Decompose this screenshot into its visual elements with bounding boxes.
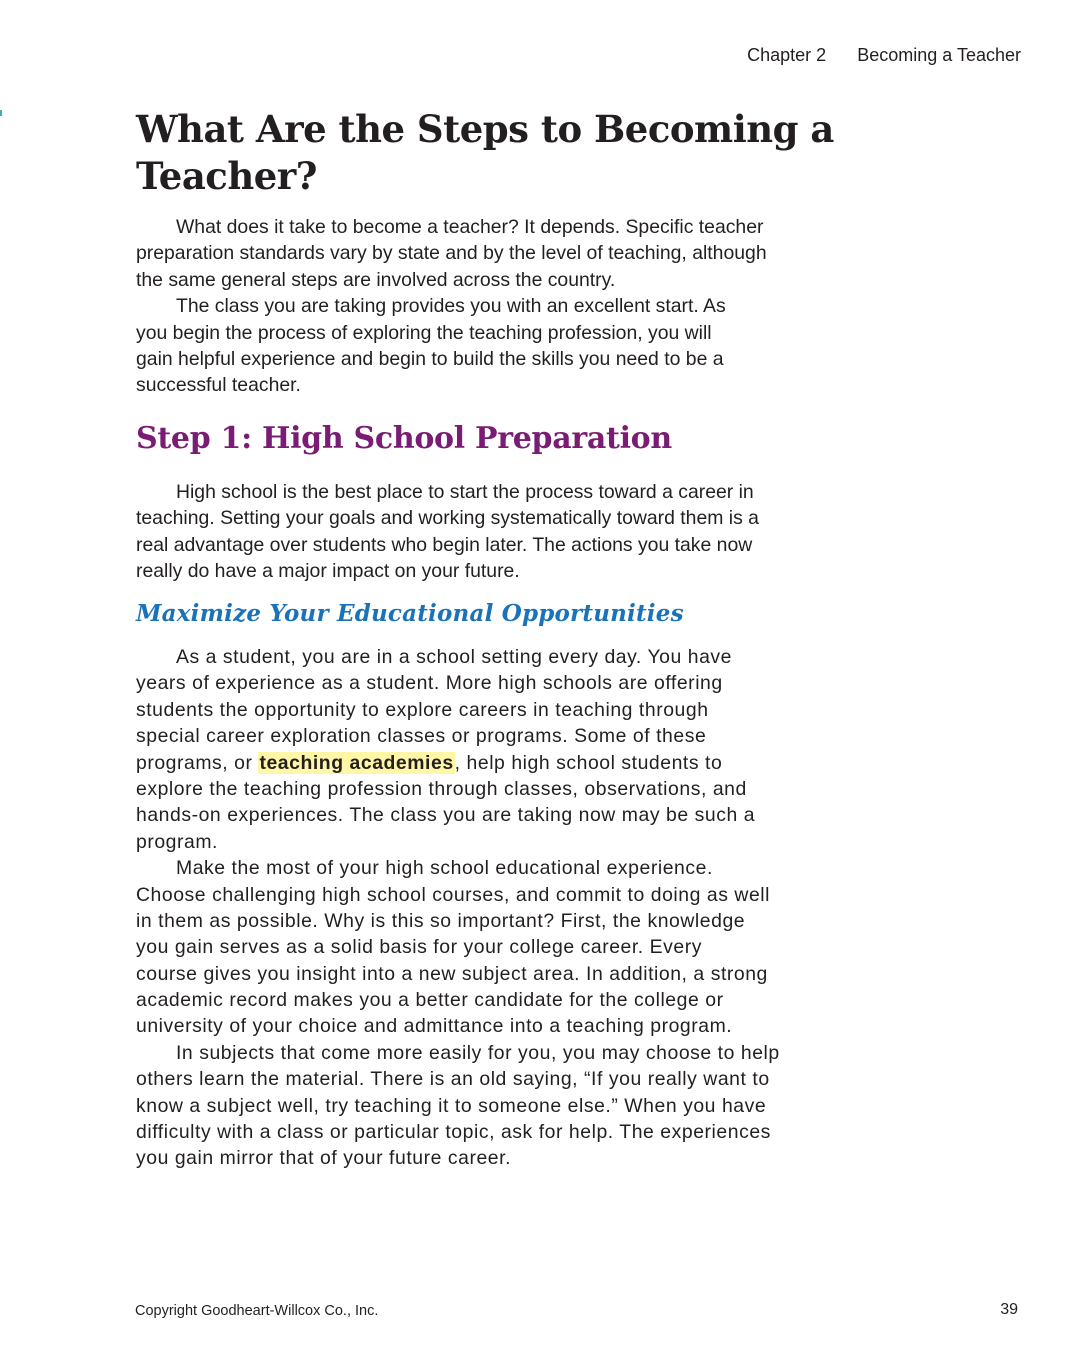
- text-line: teaching. Setting your goals and working systematically toward them is a: [136, 507, 759, 530]
- maximize-paragraph-1: [136, 644, 780, 855]
- copyright-notice: Copyright Goodheart-Willcox Co., Inc.: [135, 1303, 379, 1319]
- step1-section: [136, 479, 759, 585]
- text-line: university of your choice and admittance into a teaching program.: [136, 1015, 733, 1038]
- text-line: you begin the process of exploring the teaching profession, you will: [136, 321, 712, 344]
- intro-paragraph-2: [136, 293, 767, 399]
- chapter-number: Chapter 2: [747, 45, 827, 65]
- section-heading-step-1: Step 1: High School Preparation: [136, 421, 672, 456]
- step1-paragraph: [136, 479, 759, 585]
- text-line: really do have a major impact on your future.: [136, 560, 520, 583]
- text-line: you gain mirror that of your future career.: [136, 1147, 512, 1170]
- text-line: In subjects that come more easily for you, you may choose to help: [176, 1041, 780, 1064]
- key-term-highlight[interactable]: teaching academies: [259, 751, 454, 774]
- text-line: Make the most of your high school educational experience.: [176, 857, 713, 880]
- text-line: difficulty with a class or particular topic, ask for help. The experiences: [136, 1121, 771, 1144]
- chapter-title: Becoming a Teacher: [857, 45, 1021, 65]
- text-line: course gives you insight into a new subject area. In addition, a strong: [136, 962, 768, 985]
- intro-paragraph-1: [136, 214, 767, 293]
- text-line: preparation standards vary by state and by the level of teaching, although: [136, 242, 767, 265]
- text-line: the same general steps are involved across the country.: [136, 268, 616, 291]
- text-line: explore the teaching profession through classes, observations, and: [136, 777, 747, 800]
- text-line: As a student, you are in a school setting every day. You have: [176, 646, 732, 668]
- text-line: in them as possible. Why is this so important? First, the knowledge: [136, 909, 746, 932]
- title-line: Teacher?: [136, 154, 317, 198]
- text-line: What does it take to become a teacher? It depends. Specific teacher: [176, 216, 764, 238]
- text-line-with-key-term: [136, 750, 780, 776]
- intro-section: [136, 214, 767, 399]
- text-line: others learn the material. There is an old saying, “If you really want to: [136, 1068, 770, 1091]
- text-line: know a subject well, try teaching it to someone else.” When you have: [136, 1094, 767, 1117]
- text-line: you gain serves as a solid basis for your college career. Every: [136, 936, 702, 959]
- text-line: hands-on experiences. The class you are taking now may be such a: [136, 804, 756, 827]
- title-line: What Are the Steps to Becoming a: [136, 107, 834, 151]
- text-line: real advantage over students who begin later. The actions you take now: [136, 533, 753, 556]
- page-number: 39: [1000, 1301, 1018, 1318]
- text-line: successful teacher.: [136, 374, 301, 397]
- text-line: special career exploration classes or programs. Some of these: [136, 725, 707, 748]
- text-line: The class you are taking provides you with an excellent start. As: [176, 295, 726, 318]
- text-line: High school is the best place to start the process toward a career in: [176, 481, 754, 503]
- maximize-section: [136, 644, 780, 1172]
- text-fragment: , help high school students to: [454, 751, 723, 774]
- maximize-paragraph-2: [136, 855, 780, 1040]
- subsection-heading-maximize: Maximize Your Educational Opportunities: [136, 600, 684, 627]
- text-line: students the opportunity to explore careers in teaching through: [136, 698, 709, 721]
- text-line: years of experience as a student. More high schools are offering: [136, 672, 723, 695]
- text-line: gain helpful experience and begin to build the skills you need to be a: [136, 347, 724, 370]
- text-line: academic record makes you a better candidate for the college or: [136, 989, 724, 1012]
- page-title: [136, 106, 834, 200]
- running-head: [747, 45, 1021, 66]
- text-fragment: programs, or: [136, 751, 259, 774]
- text-line: Choose challenging high school courses, and commit to doing as well: [136, 883, 770, 906]
- maximize-paragraph-3: [136, 1040, 780, 1172]
- margin-mark: [0, 110, 2, 116]
- text-line: program.: [136, 830, 218, 853]
